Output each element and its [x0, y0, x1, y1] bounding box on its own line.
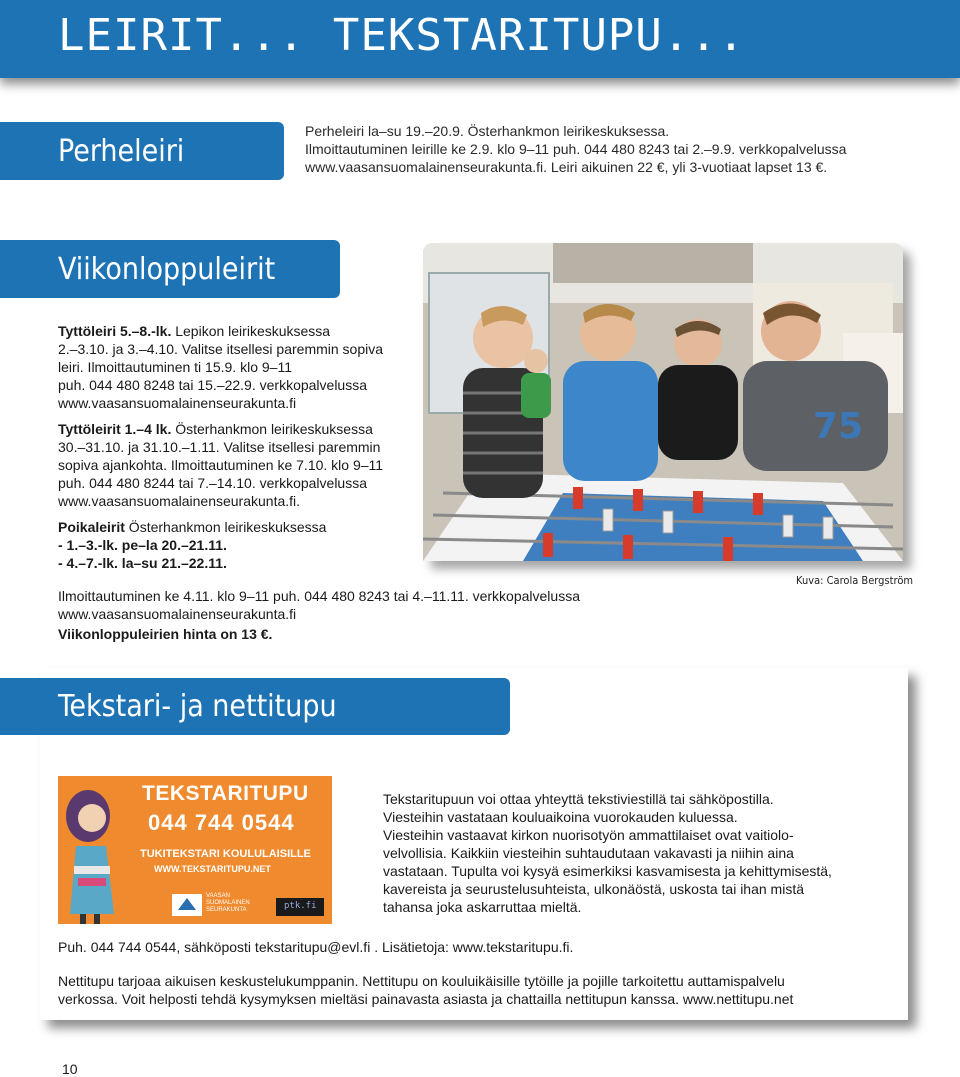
ad-org	[206, 893, 250, 914]
org-line: SUOMALAINEN	[206, 900, 250, 906]
photo-credit: Kuva: Carola Bergström	[796, 574, 914, 587]
section-heading: Viikonloppuleirit	[58, 251, 276, 287]
page-header-title: LEIRIT... TEKSTARITUPU...	[58, 10, 746, 61]
text-line: 2.–3.10. ja 3.–4.10. Valitse itsellesi paremmin sopiva	[58, 341, 384, 357]
section-tab-perheleiri	[0, 122, 284, 180]
poikaleirit-block	[58, 518, 418, 572]
camp-title: Tyttöleiri 5.–8.-lk.	[58, 323, 172, 339]
ad-tagline: TUKITEKSTARI KOULULAISILLE	[140, 848, 311, 860]
text-line: vastataan. Tupulta voi kysyä esimerkiksi kasvamisesta ja kehittymisestä,	[383, 863, 832, 879]
text-line: Perheleiri la–su 19.–20.9. Österhankmon leirikeskuksessa.	[305, 123, 670, 139]
text-line: verkossa. Voit helposti tehdä kysymyksen mieltäsi painavasta asiasta ja chattailla nettitupun kanssa. www.nettitupu.net	[58, 991, 794, 1007]
header-band	[0, 0, 960, 78]
text-line: puh. 044 480 8244 tai 7.–14.10. verkkopalvelussa	[58, 475, 368, 491]
camp-title: Tyttöleirit 1.–4 lk.	[58, 421, 172, 437]
ad-badge: ptk.fi	[284, 901, 317, 911]
text-line: velvollisia. Kaikkiin viesteihin suhtaudutaan vakavasti ja niihin aina	[383, 845, 794, 861]
text-line: Lepikon leirikeskuksessa	[171, 323, 331, 339]
text-line: 30.–31.10. ja 31.10.–1.11. Valitse itsellesi paremmin	[58, 439, 381, 455]
text-line: leiri. Ilmoittautuminen ti 15.9. klo 9–11	[58, 359, 292, 375]
nettitupu-text	[58, 972, 888, 1008]
text-line: Österhankmon leirikeskuksessa	[124, 519, 327, 535]
section-tab-tekstari	[0, 678, 510, 735]
section-heading: Perheleiri	[58, 133, 185, 169]
tyttoleiri-5-8-block	[58, 322, 418, 412]
section-heading: Tekstari- ja nettitupu	[58, 689, 337, 724]
ad-url: WWW.TEKSTARITUPU.NET	[154, 864, 271, 874]
text-line: - 1.–3.-lk. pe–la 20.–21.11.	[58, 537, 227, 553]
text-line: www.vaasansuomalainenseurakunta.fi	[58, 395, 297, 411]
tekstari-contact: Puh. 044 744 0544, sähköposti tekstaritupu@evl.fi . Lisätietoja: www.tekstaritupu.fi.	[58, 939, 574, 955]
photo-illustration	[423, 243, 903, 561]
text-line: puh. 044 480 8248 tai 15.–22.9. verkkopalvelussa	[58, 377, 368, 393]
tyttoleiri-1-4-block	[58, 420, 418, 510]
tekstari-description	[383, 790, 883, 916]
text-line: www.vaasansuomalainenseurakunta.fi. Leiri aikuinen 22 €, yli 3-vuotiaat lapset 13 €.	[305, 159, 828, 175]
perheleiri-text	[305, 122, 925, 176]
ad-phone: 044 744 0544	[148, 810, 295, 835]
text-line: Tekstaritupuun voi ottaa yhteyttä tekstiviestillä tai sähköpostilla.	[383, 791, 774, 807]
price-text: Viikonloppuleirien hinta on 13 €.	[58, 626, 273, 642]
ad-title: TEKSTARITUPU	[142, 782, 309, 805]
text-line: kavereista ja seurustelusuhteista, ulkonäöstä, uskosta tai ihan mistä	[383, 881, 805, 897]
section-tab-viikonloppuleirit	[0, 240, 340, 298]
registration-block	[58, 587, 758, 643]
org-line: SEURAKUNTA	[206, 907, 247, 913]
text-line: Viesteihin vastaavat kirkon nuorisotyön ammattilaiset ovat vaitiolo-	[383, 827, 794, 843]
text-line: www.vaasansuomalainenseurakunta.fi	[58, 606, 297, 622]
text-line: www.vaasansuomalainenseurakunta.fi.	[58, 493, 301, 509]
text-line: Ilmoittautuminen ke 4.11. klo 9–11 puh. 044 480 8243 tai 4.–11.11. verkkopalvelussa	[58, 588, 580, 604]
text-line: Ilmoittautuminen leirille ke 2.9. klo 9–11 puh. 044 480 8243 tai 2.–9.9. verkkopalvelussa	[305, 141, 847, 157]
text-line: Nettitupu tarjoaa aikuisen keskustelukumppanin. Nettitupu on kouluikäisille tytöille ja pojille tarkoitettu auttamispalvelu	[58, 973, 785, 989]
svg-text:75: 75	[813, 406, 864, 447]
text-line: - 4.–7.-lk. la–su 21.–22.11.	[58, 555, 227, 571]
page-number: 10	[62, 1061, 78, 1077]
text-line: Österhankmon leirikeskuksessa	[171, 421, 373, 437]
text-line: Viesteihin vastataan kouluaikoina vuorokauden kuluessa.	[383, 809, 738, 825]
tekstaritupu-ad	[58, 776, 332, 924]
foosball-photo	[423, 243, 903, 561]
text-line: tahansa joka askarruttaa mieltä.	[383, 899, 582, 915]
text-line: sopiva ajankohta. Ilmoittautuminen ke 7.10. klo 9–11	[58, 457, 384, 473]
camp-title: Poikaleirit	[58, 519, 125, 535]
org-line: VAASAN	[206, 893, 230, 899]
